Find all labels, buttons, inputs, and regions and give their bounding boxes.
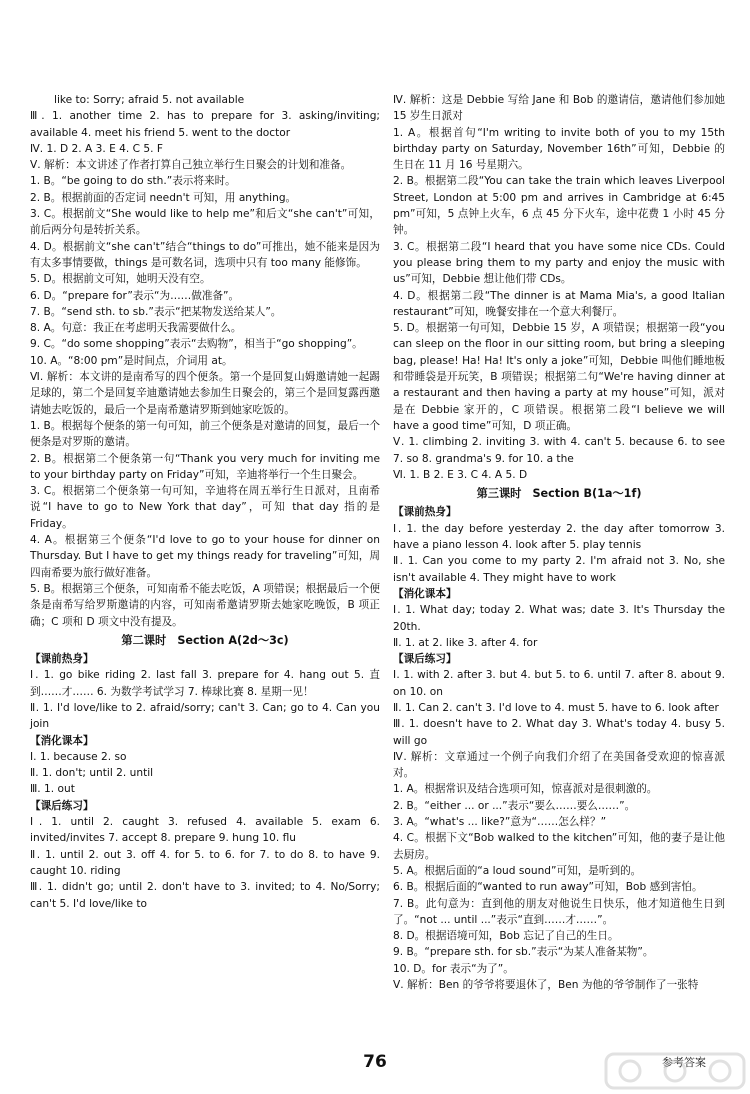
answer-line: Ⅱ. 1. at 2. like 3. after 4. for (393, 636, 538, 649)
answer-line: Ⅴ. 解析：Ben 的爷爷将要退休了，Ben 为他的爷爷制作了一张特 (393, 979, 699, 992)
answer-line: Ⅵ. 解析：本文讲的是南希写的四个便条。第一个是回复山姆邀请她一起踢足球的，第二个是回复辛迪邀请她去参加生日聚会的，第三个是回复露西邀请她去吃饭的，最后一个是南希邀请罗斯到她家吃饭的。 (30, 371, 380, 416)
answer-line: 10. A。“8:00 pm”是时间点，介词用 at。 (30, 354, 233, 367)
answer-line: 3. C。根据第二段“I heard that you have some nice CDs. Could you please bring them to my party and enjoy the music with us”可知，Debbie 想让他们带 CDs。 (393, 240, 725, 286)
answer-line: 9. C。“do some shopping”表示“去购物”，相当于“go shopping”。 (30, 338, 363, 351)
lesson-heading: 第二课时 Section A(2d～3c) (121, 633, 289, 647)
answer-line: 2. B。根据前面的否定词 needn't 可知，用 anything。 (30, 191, 297, 204)
answer-line: Ⅳ. 解析：文章通过一个例子向我们介绍了在美国备受欢迎的惊喜派对。 (393, 750, 725, 780)
answer-line: 7. B。此句意为：直到他的朋友对他说生日快乐，他才知道他生日到了。“not ... until ...”表示“直到……才……”。 (393, 897, 725, 926)
answer-line: Ⅲ. 1. doesn't have to 2. What day 3. What's today 4. busy 5. will go (393, 718, 725, 747)
answer-line: 7. B。“send sth. to sb.”表示“把某物发送给某人”。 (30, 305, 282, 318)
answer-line: 5. D。根据第一句可知，Debbie 15 岁，A 项错误；根据第一段“you can sleep on the floor in our sitting room, but bring a sleeping bag, please! Ha! Ha! It's only a joke”可知，Debbie 叫他们睡地板和带睡袋是开玩笑，B 项错误；根据第二句“We're having dinner at a restaurant and then having a party at my house”可知，派对是在 Debbie 家开的，C 项错误。根据第二段“I believe we will have a good time”可知，D 项正确。 (393, 322, 725, 432)
answer-line: Ⅰ. 1. go bike riding 2. last fall 3. prepare for 4. hang out 5. 直到……才…… 6. 为数学考试学习 7. 棒球比赛 8. 星期一见！ (30, 669, 380, 698)
answer-line: Ⅴ. 解析：本文讲述了作者打算自己独立举行生日聚会的计划和准备。 (30, 159, 352, 172)
answer-line: Ⅰ. 1. What day; today 2. What was; date 3. It's Thursday the 20th. (393, 604, 725, 633)
answer-key-label: 参考答案 (662, 1056, 706, 1069)
section-label: 【课前热身】 (30, 653, 94, 666)
answer-line: 1. B。根据每个便条的第一句可知，前三个便条是对邀请的回复，最后一个便条是对罗斯的邀请。 (30, 419, 380, 449)
answer-line: Ⅱ. 1. until 2. out 3. off 4. for 5. to 6. for 7. to do 8. to have 9. caught 10. riding (30, 848, 380, 877)
answer-line: Ⅰ. 1. with 2. after 3. but 4. but 5. to 6. until 7. after 8. about 9. on 10. on (393, 669, 725, 698)
answer-line: Ⅰ. 1. because 2. so (30, 750, 127, 763)
left-column (30, 92, 380, 912)
answer-line: 10. D。for 表示“为了”。 (393, 962, 514, 975)
answer-line: 8. D。根据语境可知，Bob 忘记了自己的生日。 (393, 930, 619, 943)
answer-line: Ⅲ. 1. out (30, 783, 75, 796)
answer-line: 3. C。根据第二个便条第一句可知，辛迪将在周五举行生日派对，且南希说“I have to go to New York that day”，可知 that day 指的是 Friday。 (30, 485, 380, 530)
answer-line: 1. A。根据常识及结合选项可知，惊喜派对是很刺激的。 (393, 783, 658, 796)
answer-line: 4. A。根据第三个便条“I'd love to go to your house for dinner on Thursday. But I have to get my things ready for traveling”可知，周四南希要为旅行做好准备。 (30, 534, 380, 579)
answer-line: 3. C。根据前文“She would like to help me”和后文“she can't”可知，前后两分句是转折关系。 (30, 208, 380, 237)
answer-line: Ⅰ. 1. the day before yesterday 2. the day after tomorrow 3. have a piano lesson 4. look after 5. play tennis (393, 522, 725, 552)
answer-line: 2. B。“either ... or ...”表示“要么……要么……”。 (393, 799, 636, 812)
answer-line: 8. A。句意：我正在考虑明天我需要做什么。 (30, 322, 242, 335)
answer-line: 1. B。“be going to do sth.”表示将来时。 (30, 175, 236, 188)
answer-line: Ⅱ. 1. Can 2. can't 3. I'd love to 4. must 5. have to 6. look after (393, 701, 719, 714)
section-label: 【消化课本】 (393, 587, 457, 600)
answer-line: Ⅳ. 解析：这是 Debbie 写给 Jane 和 Bob 的邀请信，邀请他们参加她 15 岁生日派对 (393, 94, 725, 123)
section-label: 【课前热身】 (393, 506, 457, 519)
answer-line: Ⅰ. 1. until 2. caught 3. refused 4. available 5. exam 6. invited/invites 7. accept 8. prepare 9. hung 10. flu (30, 816, 380, 845)
page-number: 76 (363, 1052, 387, 1072)
answer-line: Ⅲ. 1. another time 2. has to prepare for 3. asking/inviting; available 4. meet his friend 5. went to the doctor (30, 110, 380, 139)
answer-line: 5. D。根据前文可知，她明天没有空。 (30, 273, 211, 286)
answer-line: 2. B。根据第二个便条第一句“Thank you very much for inviting me to your birthday party on Friday”可知，辛迪将举行一个生日聚会。 (30, 452, 380, 481)
answer-line: 6. D。“prepare for”表示“为……做准备”。 (30, 289, 240, 302)
answer-line: 4. C。根据下文“Bob walked to the kitchen”可知，他的妻子是让他去厨房。 (393, 832, 725, 861)
answer-line: Ⅱ. 1. I'd love/like to 2. afraid/sorry; can't 3. Can; go to 4. Can you join (30, 701, 380, 731)
section-label: 【课后练习】 (30, 799, 94, 812)
answer-line: Ⅱ. 1. don't; until 2. until (30, 767, 154, 780)
answer-line: Ⅵ. 1. B 2. E 3. C 4. A 5. D (393, 468, 528, 481)
answer-line: 4. D。根据前文“she can't”结合“things to do”可推出，她不能来是因为有太多事情要做，things 是可数名词，选项中只有 too many 能修饰。 (30, 240, 380, 269)
answer-line: 2. B。根据第二段“You can take the train which leaves Liverpool Street, London at 5:00 pm and arrives in Cambridge at 6:45 pm”可知，5 点钟上火车，6 点 45 分下火车，途中花费 1 小时 45 分钟。 (393, 175, 725, 237)
answer-line: 5. B。根据第三个便条，可知南希不能去吃饭，A 项错误；根据最后一个便条是南希写给罗斯邀请的内容，可知南希邀请罗斯去她家吃晚饭，B 项正确；C 项和 D 项文中没有提及。 (30, 582, 380, 628)
answer-line: Ⅳ. 1. D 2. A 3. E 4. C 5. F (30, 142, 163, 155)
answer-line: Ⅴ. 1. climbing 2. inviting 3. with 4. can't 5. because 6. to see 7. so 8. grandma's 9. for 10. a the (393, 436, 725, 465)
answer-line: Ⅲ. 1. didn't go; until 2. don't have to 3. invited; to 4. No/Sorry; can't 5. I'd love/like to (30, 881, 380, 910)
right-column (393, 92, 725, 993)
watermark-logo (600, 1048, 750, 1094)
section-label: 【消化课本】 (30, 734, 94, 747)
answer-line: 6. B。根据后面的“wanted to run away”可知，Bob 感到害怕。 (393, 881, 703, 894)
answer-line: 9. B。“prepare sth. for sb.”表示“为某人准备某物”。 (393, 946, 654, 959)
answer-line: 1. A。根据首句“I'm writing to invite both of you to my 15th birthday party on Saturday, November 16th”可知，Debbie 的生日在 11 月 16 号星期六。 (393, 126, 725, 172)
answer-line: 3. A。“what's ... like?”意为“……怎么样？” (393, 816, 607, 829)
lesson-heading: 第三课时 Section B(1a～1f) (476, 487, 642, 501)
answer-line: Ⅱ. 1. Can you come to my party 2. I'm afraid not 3. No, she isn't available 4. They might have to work (393, 555, 725, 584)
answer-line: 5. A。根据后面的“a loud sound”可知，是听到的。 (393, 864, 642, 877)
answer-line: 4. D。根据第二段“The dinner is at Mama Mia's, a good Italian restaurant”可知，晚餐安排在一个意大利餐厅。 (393, 289, 725, 318)
answer-line: like to: Sorry; afraid 5. not available (54, 94, 245, 106)
section-label: 【课后练习】 (393, 653, 457, 666)
